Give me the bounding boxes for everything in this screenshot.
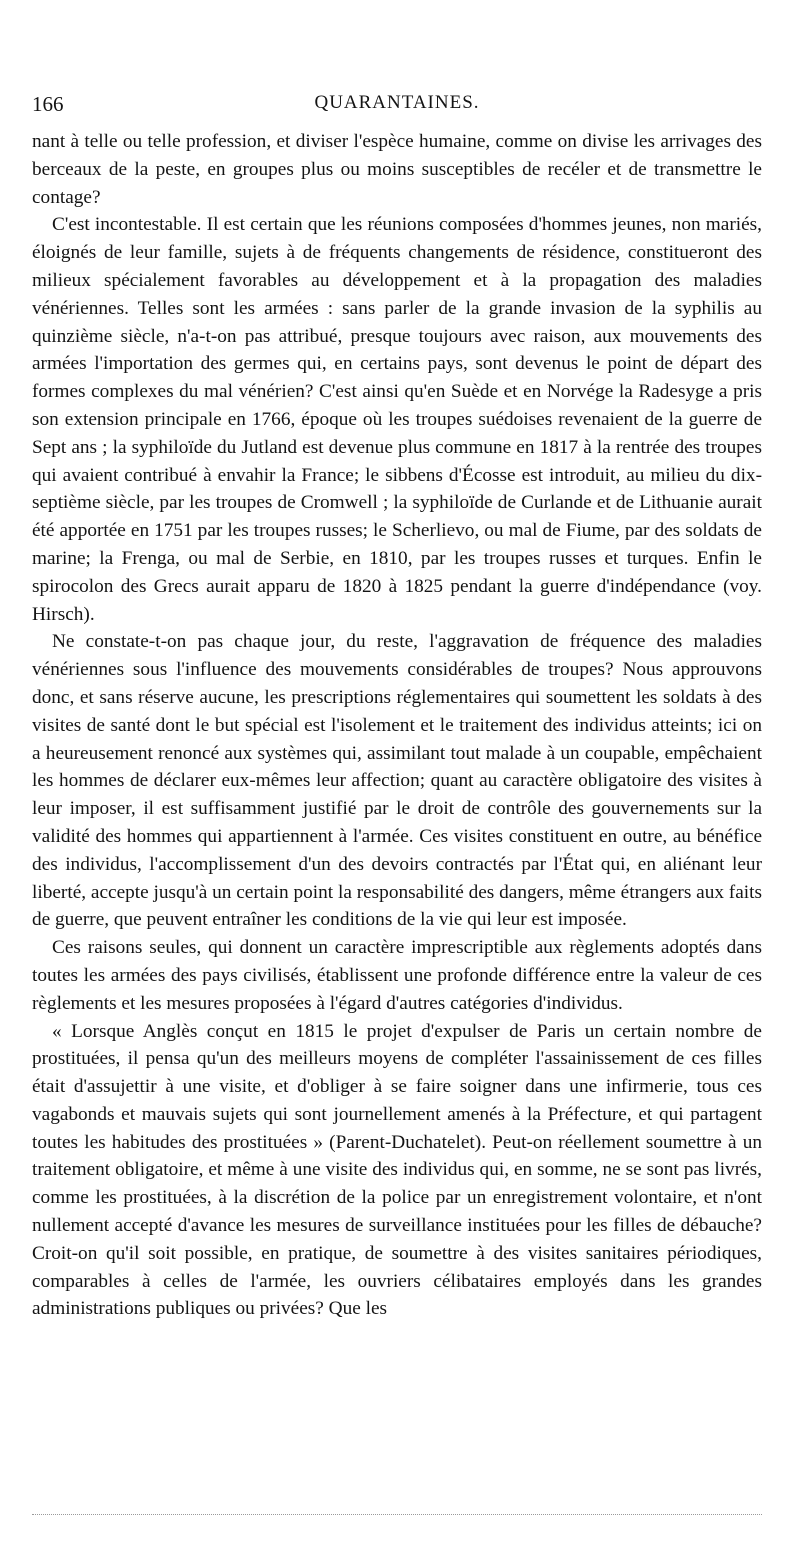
paragraph-armies: C'est incontestable. Il est certain que les réunions composées d'hommes jeunes, non mariés, éloignés de leur famille, sujets à de fréquents changements de résidence, constitueront des milieux spécialement favorables au développement et à la propagation des maladies vénériennes. Telles sont les armées : sans parler de la grande invasion de la syphilis au quinzième siècle, n'a-t-on pas attribué, presque toujours avec raison, aux mouvements des armées l'importation des germes qui, en certains pays, sont devenus le point de départ des formes complexes du mal vénérien? C'est ainsi qu'en Suède et en Norvége la Radesyge a pris son extension principale en 1766, époque où les troupes suédoises revenaient de la guerre de Sept ans ; la syphiloïde du Jutland est devenue plus commune en 1817 à la rentrée des troupes qui avaient contribué à envahir la France; le sibbens d'Écosse est introduit, au milieu du dix-septième siècle, par les troupes de Cromwell ; la syphiloïde de Curlande et de Lithuanie aurait été apportée en 1751 par les troupes russes; le Scherlievo, ou mal de Fiume, par des soldats de marine; la Frenga, ou mal de Serbie, en 1810, par les troupes russes et turques. Enfin le spirocolon des Grecs aurait apparu de 1820 à 1825 pendant la guerre d'indépendance (voy. Hirsch). [32, 214, 762, 625]
running-title: QUARANTAINES. [314, 92, 480, 113]
paragraph-angles-quote: « Lorsque Anglès conçut en 1815 le projet d'expulser de Paris un certain nombre de prostituées, il pensa qu'un des meilleurs moyens de compléter l'assainissement de ces filles était d'assujettir à une visite, et d'obliger à se faire soigner dans une infirmerie, tous ces vagabonds et mauvais sujets qui sont journellement amenés à la Préfecture, et qui partagent toutes les habitudes des prostituées » (Parent-Duchatelet). Peut-on réellement soumettre à un traitement obligatoire, et même à une visite des individus qui, en somme, ne se sont pas livrés, comme les prostituées, à la discrétion de la police par un enregistrement volontaire, et n'ont nullement accepté d'avance les mesures de surveillance instituées pour les filles de débauche? Croit-on qu'il soit possible, en pratique, de soumettre à des visites sanitaires périodiques, comparables à celles de l'armée, les ouvriers célibataires employés dans les grandes administrations publiques ou privées? Que les [32, 1020, 762, 1320]
bottom-rule [32, 1514, 762, 1515]
page-number: 166 [32, 92, 64, 116]
paragraph-military-visits: Ne constate-t-on pas chaque jour, du reste, l'aggravation de fréquence des maladies vénériennes sous l'influence des mouvements considérables de troupes? Nous approuvons donc, et sans réserve aucune, les prescriptions réglementaires qui soumettent les soldats à des visites de santé dont le but spécial est l'isolement et le traitement des individus atteints; ici on a heureusement renoncé aux systèmes qui, assimilant tout malade à un coupable, empêchaient les hommes de déclarer eux-mêmes leur affection; quant au caractère obligatoire des visites à leur imposer, il est suffisamment justifié par le droit de contrôle des gouvernements sur la validité des hommes qui appartiennent à l'armée. Ces visites constituent en outre, au bénéfice des individus, l'accomplissement d'un des devoirs contractés par l'État qui, en aliénant leur liberté, accepte jusqu'à un certain point la responsabilité des dangers, même étrangers aux faits de guerre, que peuvent entraîner les conditions de la vie qui leur est imposée. [32, 631, 762, 931]
body-text [32, 128, 762, 1323]
running-head [32, 92, 762, 118]
paragraph-continued: nant à telle ou telle profession, et diviser l'espèce humaine, comme on divise les arrivages des berceaux de la peste, en groupes plus ou moins susceptibles de recéler et de transmettre le contage? [32, 131, 762, 208]
paragraph-regulations: Ces raisons seules, qui donnent un caractère imprescriptible aux règlements adoptés dans toutes les armées des pays civilisés, établissent une profonde différence entre la valeur de ces règlements et les mesures proposées à l'égard d'autres catégories d'individus. [32, 937, 762, 1014]
